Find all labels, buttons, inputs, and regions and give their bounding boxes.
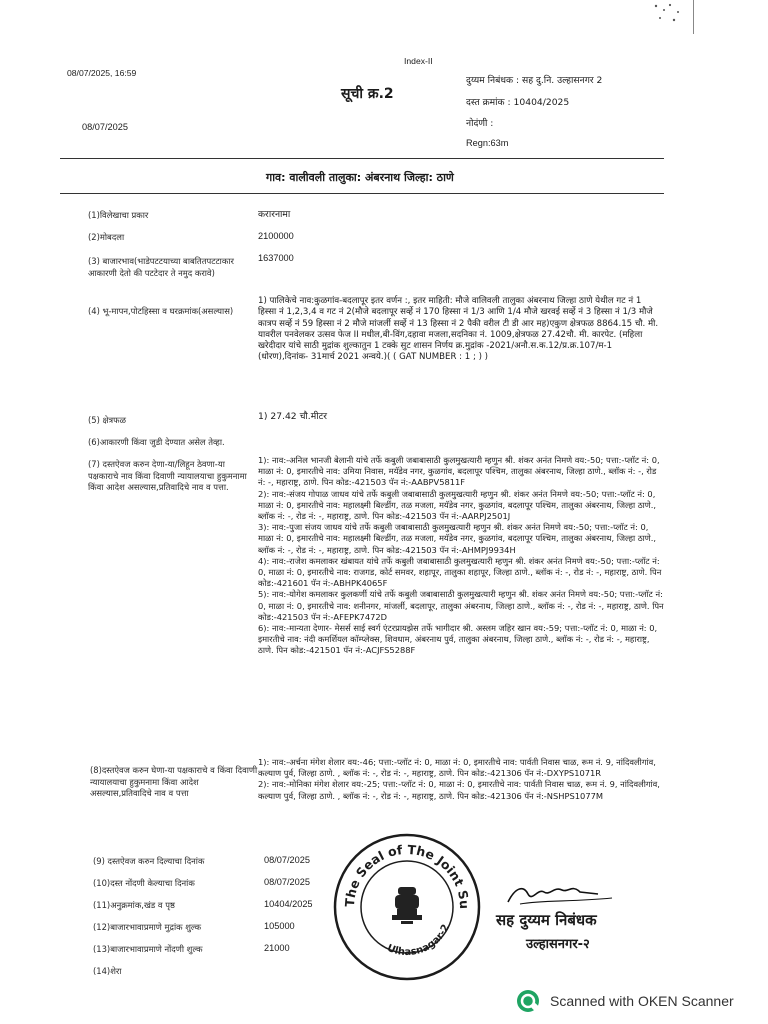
row-label-6: (6)आकारणी किंवा जुडी देण्यात असेल तेव्हा.: [88, 437, 225, 447]
index-label: Index-II: [404, 56, 433, 66]
row-value-11: 10404/2025: [264, 899, 313, 909]
row-value-13: 21000: [264, 943, 290, 953]
row-label-11: (11)अनुक्रमांक,खंड व पृष्ठ: [93, 900, 175, 910]
svg-text:Ulhasnagar-2: [385, 923, 451, 958]
row-label-5: (5) क्षेत्रफळ: [88, 415, 126, 425]
signature-place: उल्हासनगर-२: [526, 937, 590, 952]
row-label-3: (3) बाजारभाव(भाडेपटटयाच्या बाबतितपटटाकार आकारणी देतो की पटटेदार ते नमुद करावे): [88, 256, 234, 278]
office-name: दुय्यम निबंधक : सह दु.नि. उल्हासनगर 2: [466, 75, 603, 86]
row-label-7: (7) दस्तऐवज करुन देणा-या/लिहून ठेवणा-या पक्षकाराचे नाव किंवा दिवाणी न्यायालयाचा हुकुमनामा किंवा आदेश असल्यास,प्रतिवादिचे नाव व पत्ता.: [88, 459, 247, 492]
location-line: गाव: वालीवली तालुका: अंबरनाथ जिल्हा: ठाणे: [266, 171, 454, 184]
row-value-5: 1) 27.42 चौ.मीटर: [258, 411, 327, 422]
row-value-4: 1) पालिकेचे नाव:कुळगांव-बदलापूर इतर वर्णन :, इतर माहिती: मौजे वालिवली तालुका अंबरनाथ जिल्हा ठाणे येथील गट नं 1 हिस्सा नं 1,2,3,4 व गट नं 2(मौजे बदलापूर सर्व्हे नं 170 हिस्सा नं 1/3 आणि 1/4 मौजे खरवई सर्व्हे नं 3 हिस्सा नं 1/3 मौजे कात्रप सर्व्हे नं 59 हिस्सा नं 2 मौजे मांजर्ली सर्व्हे नं 13 हिस्सा नं 2 पैकी वरील टी डी आर मह)एकुण क्षेत्रफळ 8864.15 चौ. मी. यावरील पनवेलकर उत्सव फेज II मधील,बी-विंग,दहावा मजला,सदनिका नं. 1009,क्षेत्रफळ 27.42चौ. मी. कारपेट. (महिला खरेदीदार यांचे साठी मुद्रांक शुल्कातुन 1 टक्के सुट शासन निर्णय क्र.मुद्रांक -2021/अनौ.स.क.12/प्र.क्र.107/म-1 (धोरण),दिनांक- 31मार्च 2021 अन्वये.)( ( GAT NUMBER : 1 ; ) ): [258, 296, 659, 363]
joint-sub-registrar-seal: [332, 832, 482, 982]
registration-label: नोदंणी :: [466, 118, 494, 129]
document-number: दस्त क्रमांक : 10404/2025: [466, 97, 570, 108]
signature-icon: [502, 880, 652, 910]
row-value-10: 08/07/2025: [264, 877, 310, 887]
page-edge-line: [693, 0, 694, 34]
row-label-8: (8)दस्तऐवज करुन घेणा-या पक्षकाराचे व किंवा दिवाणी न्यायालयाचा हुकुमनामा किंवा आदेश असल्यास,प्रतिवादिचे नाव व पत्ता: [90, 765, 258, 798]
row-label-14: (14)शेरा: [93, 966, 122, 976]
print-timestamp: 08/07/2025, 16:59: [67, 68, 137, 78]
seal-subtext: Ulhasnagar-2: [385, 922, 452, 959]
row-label-13: (13)बाजारभावाप्रमाणे नोंदणी शुल्क: [93, 944, 203, 954]
row-value-2: 2100000: [258, 231, 294, 241]
row-label-12: (12)बाजारभावाप्रमाणे मुद्रांक शुल्क: [93, 922, 202, 932]
row-value-12: 105000: [264, 921, 295, 931]
row-label-1: (1)विलेखाचा प्रकार: [88, 210, 149, 220]
scanner-watermark: [516, 989, 734, 1013]
signature-area: [496, 880, 646, 960]
row-value-9: 08/07/2025: [264, 855, 310, 865]
seal-icon: [332, 832, 482, 982]
row-value-8: 1): नाव:-अर्चना मंगेश शेलार वय:-46; पत्ता:-प्लॉट नं: 0, माळा नं: 0, इमारतीचे नाव: पार्वती निवास चाळ, रूम नं. 9, नांदिवलीगांव, कल्याण पुर्व, जिल्हा ठाणे. , ब्लॉक नं: -, रोड नं: -, महाराष्ट्र, ठाणे. पिन कोड:-421306 पॅन नं:-DXYPS1071R 2): नाव:-मोनिका मंगेश शेलार वय:-25; पत्ता:-प्लॉट नं: 0, माळा नं: 0, इमारतीचे नाव: पार्वती निवास चाळ, रूम नं. 9, नांदिवलीगांव, कल्याण पुर्व, जिल्हा ठाणे. , ब्लॉक नं: -, रोड नं: -, महाराष्ट्र, ठाणे. पिन कोड:-421306 पॅन नं:-NSHPS1077M: [258, 757, 660, 801]
scanner-logo-icon: [516, 989, 542, 1013]
divider-top: [60, 158, 664, 159]
row-label-10: (10)दस्त नोंदणी केल्याचा दिनांक: [93, 878, 195, 888]
signature-title: सह दुय्यम निबंधक: [496, 911, 597, 929]
row-label-4: (4) भू-मापन,पोटहिस्सा व घरक्रमांक(असल्यास): [88, 306, 234, 316]
row-label-9: (9) दस्तऐवज करुन दिल्याचा दिनांक: [93, 856, 205, 866]
scan-artifact-icon: [650, 0, 690, 30]
header-date: 08/07/2025: [82, 122, 128, 132]
row-label-2: (2)मोबदला: [88, 232, 125, 242]
registration-number: Regn:63m: [466, 138, 509, 148]
row-value-3: 1637000: [258, 253, 294, 263]
seal-text: The Seal of The Joint Su: [341, 841, 473, 910]
scan-artifact: [650, 0, 690, 30]
page-title: सूची क्र.2: [341, 86, 394, 102]
row-value-7: 1): नाव:-अनिल भानजी बेलानी यांचे तर्फे कबुली जबाबासाठी कुलमुखत्यारी म्हणुन श्री. शंकर अनंत निमणे वय:-50; पत्ता:-प्लॉट नं: 0, माळा नं: 0, इमारतीचे नाव: उमिया निवास, मयॅडेव नगर, कुळगांव, बदलापूर पश्चिम, तालुका अंबरनाथ, जिल्हा ठाणे., ब्लॉक नं: -, रोड नं: -, महाराष्ट्र, ठाणे. पिन कोड:-421503 पॅन नं:-AABPV5811F 2): नाव:-संजय गोपाळ जाधव यांचे तर्फे कबुली जबाबासाठी कुलमुखत्यारी म्हणुन श्री. शंकर अनंत निमणे वय:-50; पत्ता:-प्लॉट नं: 0, माळा नं: 0, इमारतीचे नाव: महालक्ष्मी बिल्डींग, तळ मजला, मयॅडेव नगर, कुळगांव, बदलापूर पश्चिम, तालुका अंबरनाथ, जिल्हा ठाणे., ब्लॉक नं: -, रोड नं: -, महाराष्ट्र, ठाणे. पिन कोड:-421503 पॅन नं:-AARPJ2501J 3): नाव:-पुजा संजय जाधव यांचे तर्फे कबुली जबाबासाठी कुलमुखत्यारी म्हणुन श्री. शंकर अनंत निमणे वय:-50; पत्ता:-प्लॉट नं: 0, माळा नं: 0, इमारतीचे नाव: महालक्ष्मी बिल्डींग, तळ मजला, मयॅडेव नगर, कुळगांव, बदलापूर पश्चिम, तालुका अंबरनाथ, जिल्हा ठाणे., ब्लॉक नं: -, रोड नं: -, महाराष्ट्र, ठाणे. पिन कोड:-421503 पॅन नं:-AHMPJ9934H 4): नाव:-राजेश कमलाकर खंबायत यांचे तर्फे कबुली जबाबासाठी कुलमुखत्यारी म्हणुन श्री. शंकर अनंत निमणे वय:-50; पत्ता:-प्लॉट नं: 0, माळा नं: 0, इमारतीचे नाव: राजगड, कोर्ट समवर, शहापूर, तालुका शहापूर, जिल्हा ठाणे., ब्लॉक नं: -, रोड नं: -, महाराष्ट्र, ठाणे. पिन कोड:-421601 पॅन नं:-ABHPK4065F 5): नाव:-योगेश कमलाकर कुलकर्णी यांचे तर्फे कबुली जबाबासाठी कुलमुखत्यारी म्हणुन श्री. शंकर अनंत निमणे वय:-50; पत्ता:-प्लॉट नं: 0, माळा नं: 0, इमारतीचे नाव: शनीनगर, मांजर्ली, बदलापूर, तालुका अंबरनाथ, जिल्हा ठाणे., ब्लॉक नं: -, रोड नं: -, महाराष्ट्र, ठाणे. पिन कोड:-421503 पॅन नं:-AFEPK7472D 6): नाव:-मान्यता देणार- मेसर्स साई स्वर्ग एंटरप्रायझेस तर्फे भागीदार श्री. अस्लम जहिर खान वय:-59; पत्ता:-प्लॉट नं: 0, माळा नं: 0, इमारतीचे नाव: नंदी कमर्शियल कॉम्प्लेक्स, शिवधाम, अंबरनाथ पुर्व, तालुका अंबरनाथ, जिल्हा ठाणे., ब्लॉक नं: -, रोड नं: -, महाराष्ट्र, ठाणे. पिन कोड:-421501 पॅन नं:-ACJFS5288F: [258, 455, 664, 656]
emblem-icon: [392, 887, 422, 924]
scanner-label: Scanned with OKEN Scanner: [550, 993, 734, 1009]
divider-location: [60, 193, 664, 194]
row-value-1: करारनामा: [258, 209, 291, 220]
